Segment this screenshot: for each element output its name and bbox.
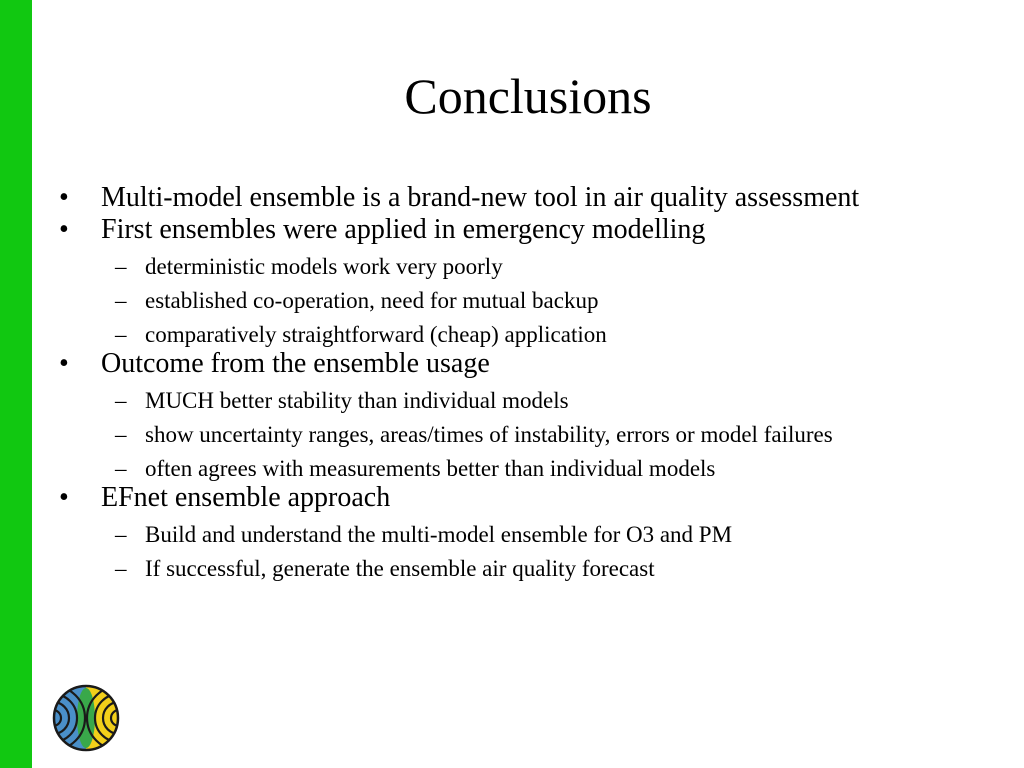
sub-bullet-marker: – bbox=[115, 456, 127, 481]
sub-bullet-item bbox=[57, 555, 927, 582]
bullet-group-3 bbox=[57, 348, 927, 482]
sub-bullet-text: established co-operation, need for mutual backup bbox=[145, 288, 599, 313]
sub-bullet-marker: – bbox=[115, 556, 127, 581]
bullet-group-4 bbox=[57, 482, 927, 582]
sub-bullet-marker: – bbox=[115, 322, 127, 347]
bullet-text: First ensembles were applied in emergency modelling bbox=[101, 214, 706, 245]
sub-bullet-marker: – bbox=[115, 288, 127, 313]
sub-bullet-marker: – bbox=[115, 254, 127, 279]
sub-bullet-item bbox=[57, 253, 927, 280]
bullet-item bbox=[57, 182, 927, 214]
bullet-marker: • bbox=[59, 182, 69, 213]
sub-bullet-text: comparatively straightforward (cheap) application bbox=[145, 322, 607, 347]
side-accent-bar bbox=[0, 0, 32, 768]
sub-bullet-marker: – bbox=[115, 522, 127, 547]
bullet-text: Multi-model ensemble is a brand-new tool in air quality assessment bbox=[101, 182, 860, 213]
sub-bullet-text: deterministic models work very poorly bbox=[145, 254, 503, 279]
efnet-logo-graphic bbox=[51, 683, 121, 753]
sub-bullet-list bbox=[57, 521, 927, 582]
sub-bullet-item bbox=[57, 455, 927, 482]
sub-bullet-list bbox=[57, 253, 927, 348]
bullet-list bbox=[57, 182, 927, 582]
sub-bullet-text: MUCH better stability than individual models bbox=[145, 388, 569, 413]
sub-bullet-text: show uncertainty ranges, areas/times of instability, errors or model failures bbox=[145, 422, 833, 447]
sub-bullet-text: often agrees with measurements better than individual models bbox=[145, 456, 716, 481]
slide-title: Conclusions bbox=[404, 68, 652, 124]
bullet-marker: • bbox=[59, 482, 69, 513]
bullet-text: Outcome from the ensemble usage bbox=[101, 348, 490, 379]
bullet-item bbox=[57, 348, 927, 380]
sub-bullet-text: If successful, generate the ensemble air quality forecast bbox=[145, 556, 655, 581]
bullet-group-1 bbox=[57, 182, 927, 214]
sub-bullet-text: Build and understand the multi-model ensemble for O3 and PM bbox=[145, 522, 733, 547]
sub-bullet-item bbox=[57, 321, 927, 348]
bullet-marker: • bbox=[59, 214, 69, 245]
bullet-item bbox=[57, 482, 927, 514]
sub-bullet-list bbox=[57, 387, 927, 482]
bullet-text: EFnet ensemble approach bbox=[101, 482, 391, 513]
bullet-item bbox=[57, 214, 927, 246]
sub-bullet-item bbox=[57, 521, 927, 548]
sub-bullet-marker: – bbox=[115, 388, 127, 413]
efnet-logo-icon bbox=[51, 683, 121, 753]
sub-bullet-item bbox=[57, 287, 927, 314]
bullet-marker: • bbox=[59, 348, 69, 379]
sub-bullet-item bbox=[57, 387, 927, 414]
sub-bullet-item bbox=[57, 421, 927, 448]
sub-bullet-marker: – bbox=[115, 422, 127, 447]
logo-waves bbox=[51, 683, 121, 753]
bullet-group-2 bbox=[57, 214, 927, 348]
